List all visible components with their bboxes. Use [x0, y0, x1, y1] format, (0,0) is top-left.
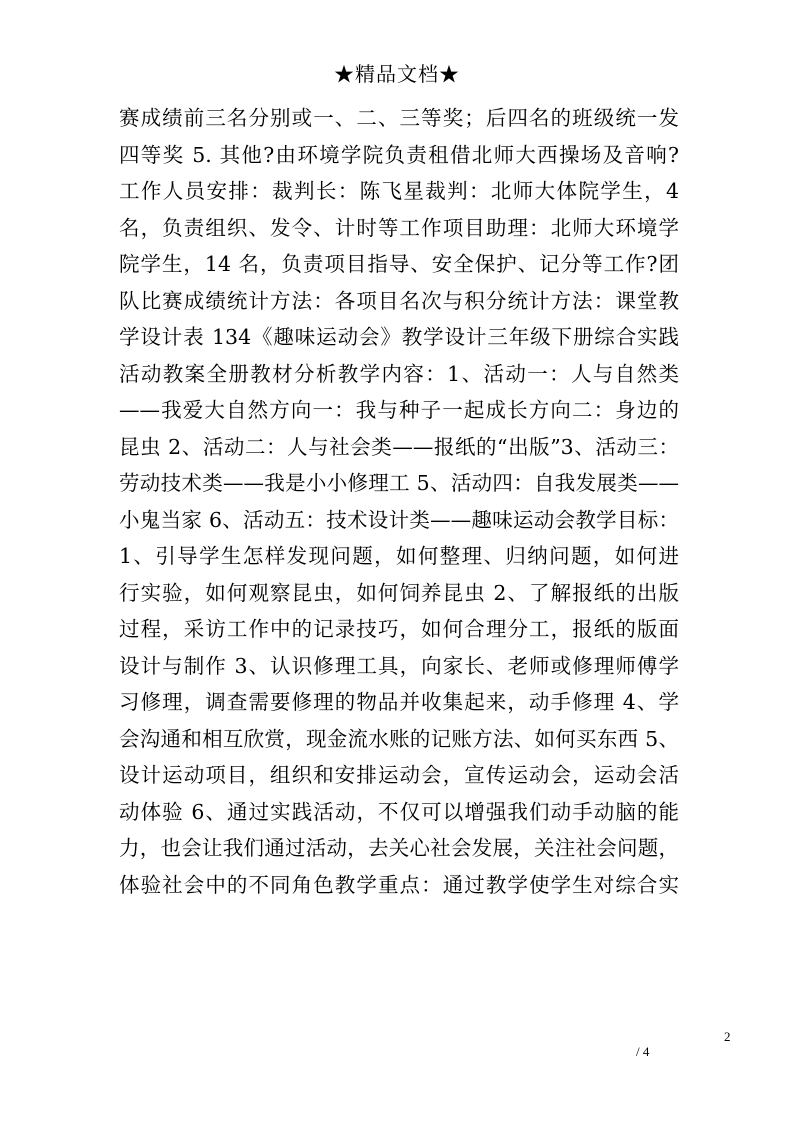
text-line: 1、引导学生怎样发现问题，如何整理、归纳问题，如何进 — [119, 544, 679, 568]
page-number: 2 — [724, 1029, 731, 1044]
text-line: 四等奖 5. 其他?由环境学院负责租借北师大西操场及音响? — [119, 142, 679, 167]
document-body — [119, 100, 679, 903]
page-header-title: ★精品文档★ — [334, 62, 460, 86]
text-line: 过程，采访工作中的记录技巧，如何合理分工，报纸的版面 — [119, 617, 679, 641]
text-line: 学设计表 134《趣味运动会》教学设计三年级下册综合实践 — [119, 325, 679, 349]
text-line: ——我爱大自然方向一：我与种子一起成长方向二：身边的 — [119, 398, 679, 422]
text-line: 活动教案全册教材分析教学内容：1、活动一：人与自然类 — [119, 361, 679, 386]
text-line: 名，负责组织、发令、计时等工作项目助理：北师大环境学 — [119, 215, 679, 240]
text-line: 院学生，14 名，负责项目指导、安全保护、记分等工作?团 — [119, 252, 679, 276]
text-line: 小鬼当家 6、活动五：技术设计类——趣味运动会教学目标： — [119, 507, 679, 532]
text-line: 劳动技术类——我是小小修理工 5、活动四：自我发展类—— — [119, 471, 679, 495]
text-line: 会沟通和相互欣赏，现金流水账的记账方法、如何买东西 5、 — [119, 726, 679, 751]
text-line: 昆虫 2、活动二：人与社会类——报纸的“出版”3、活动三： — [119, 434, 679, 459]
text-line: 力，也会让我们通过活动，去关心社会发展，关注社会问题， — [119, 836, 679, 860]
page-total: / 4 — [636, 1044, 650, 1059]
text-line: 队比赛成绩统计方法：各项目名次与积分统计方法：课堂教 — [119, 288, 679, 313]
text-line: 动体验 6、通过实践活动，不仅可以增强我们动手动脑的能 — [119, 799, 679, 824]
text-line: 设计运动项目，组织和安排运动会，宣传运动会，运动会活 — [119, 763, 679, 787]
text-line: 行实验，如何观察昆虫，如何饲养昆虫 2、了解报纸的出版 — [119, 580, 679, 605]
text-line: 习修理，调查需要修理的物品并收集起来，动手修理 4、学 — [119, 690, 679, 714]
text-line: 赛成绩前三名分别或一、二、三等奖；后四名的班级统一发 — [119, 106, 679, 130]
text-line: 工作人员安排：裁判长：陈飞星裁判：北师大体院学生，4 — [119, 179, 679, 203]
text-line: 体验社会中的不同角色教学重点：通过教学使学生对综合实 — [119, 872, 679, 897]
text-line: 设计与制作 3、认识修理工具，向家长、老师或修理师傅学 — [119, 653, 679, 678]
